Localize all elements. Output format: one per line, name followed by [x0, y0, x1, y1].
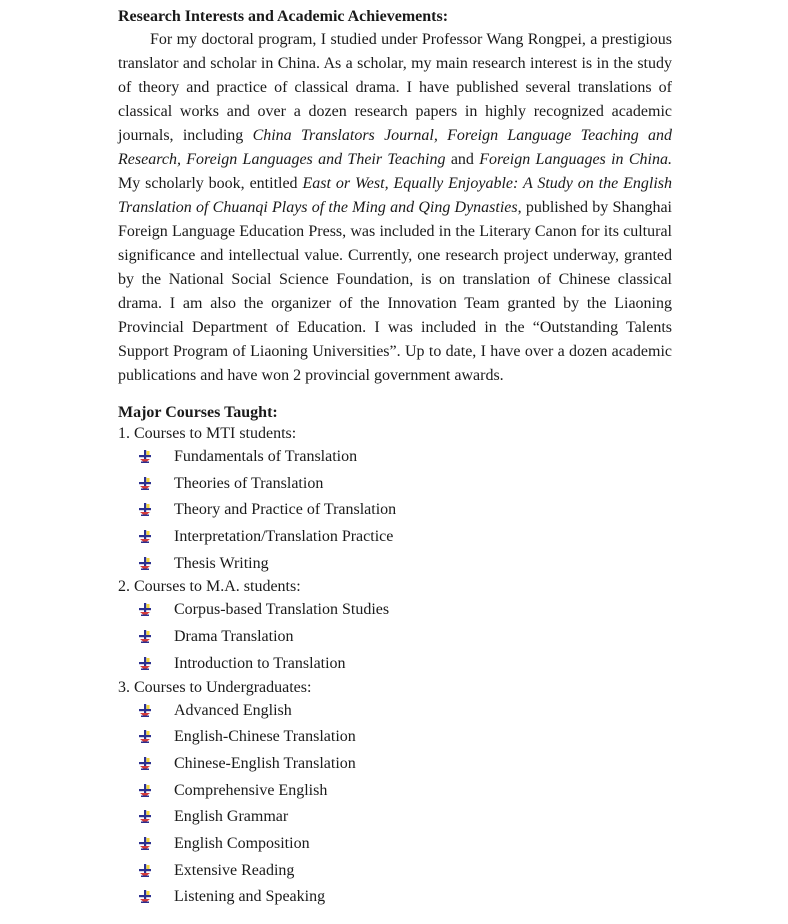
course-name: Fundamentals of Translation: [174, 448, 358, 465]
course-name: Chinese-English Translation: [174, 754, 356, 772]
course-list-item: [118, 444, 672, 471]
course-groups: [118, 424, 672, 911]
course-name: Interpretation/Translation Practice: [174, 528, 394, 546]
course-group-title: 1. Courses to MTI students:: [118, 425, 297, 442]
course-list-item: [118, 497, 672, 524]
arrow-down-bullet-icon: [138, 704, 152, 718]
arrow-down-bullet-icon: [138, 810, 152, 824]
course-list-item: [118, 551, 672, 578]
arrow-down-bullet-icon: [138, 530, 152, 544]
course-list-item: [118, 884, 672, 911]
course-list-item: [118, 751, 672, 778]
course-name: English Composition: [174, 834, 310, 852]
course-name: Comprehensive English: [174, 781, 328, 799]
document-page: [118, 6, 672, 911]
course-group-title: 3. Courses to Undergraduates:: [118, 678, 312, 696]
arrow-down-bullet-icon: [138, 784, 152, 798]
arrow-down-bullet-icon: [138, 477, 152, 491]
research-and: and: [445, 151, 480, 168]
course-name: Listening and Speaking: [174, 888, 326, 906]
arrow-down-bullet-icon: [138, 603, 152, 617]
book-title: East or West, Equally Enjoyable: A Study on the English Translation of Chuanqi Plays of the Ming and Qing Dynasties: [118, 175, 673, 216]
journals-list-1: China Translators Journal, Foreign Language Teaching and Research, Foreign Languages and Their Teaching: [118, 127, 673, 168]
course-list-item: [118, 624, 672, 651]
course-list-item: [118, 778, 672, 805]
course-name: Advanced English: [174, 701, 292, 719]
arrow-down-bullet-icon: [138, 450, 152, 464]
course-list: [118, 444, 672, 577]
course-list-item: [118, 524, 672, 551]
course-name: Drama Translation: [174, 628, 294, 646]
course-list-item: [118, 858, 672, 885]
course-name: Extensive Reading: [174, 861, 295, 879]
research-text-1: For my doctoral program, I studied under Professor Wang Rongpei, a prestigious translator and scholar in China. As a scholar, my main research interest is in the study of theory and practice of classical drama. I have published several translations of classical works and over a dozen research papers in highly recognized academic journals, including: [118, 31, 672, 144]
course-list-item: [118, 804, 672, 831]
courses-heading: Major Courses Taught:: [118, 404, 278, 421]
journals-list-2: Foreign Languages in China.: [479, 151, 672, 168]
course-list-item: [118, 724, 672, 751]
arrow-down-bullet-icon: [138, 557, 152, 571]
arrow-down-bullet-icon: [138, 837, 152, 851]
arrow-down-bullet-icon: [138, 864, 152, 878]
course-group-title: 2. Courses to M.A. students:: [118, 578, 301, 596]
course-name: Introduction to Translation: [174, 654, 346, 672]
course-list-item: [118, 651, 672, 678]
research-paragraph: [118, 28, 672, 388]
research-text-2: My scholarly book, entitled: [118, 175, 303, 192]
course-list-item: [118, 831, 672, 858]
course-name: English Grammar: [174, 808, 289, 826]
course-list: [118, 698, 672, 912]
research-text-3: , published by Shanghai Foreign Language Education Press, was included in the Literary Canon for its cultural significance and intellectual value. Currently, one research project underway, granted by the National Social Science Foundation, is on translation of Chinese classical drama. I am also the organizer of the Innovation Team granted by the Liaoning Provincial Department of Education. I was included in the “Outstanding Talents Support Program of Liaoning Universities”. Up to date, I have over a dozen academic publications and have won 2 provincial government awards.: [118, 199, 673, 384]
course-list: [118, 597, 672, 677]
arrow-down-bullet-icon: [138, 757, 152, 771]
course-list-item: [118, 597, 672, 624]
arrow-down-bullet-icon: [138, 657, 152, 671]
course-list-item: [118, 698, 672, 725]
arrow-down-bullet-icon: [138, 630, 152, 644]
arrow-down-bullet-icon: [138, 730, 152, 744]
course-name: Theories of Translation: [174, 474, 324, 492]
courses-section: [118, 402, 672, 911]
arrow-down-bullet-icon: [138, 503, 152, 517]
research-heading: Research Interests and Academic Achievements:: [118, 8, 449, 25]
course-name: Theory and Practice of Translation: [174, 501, 397, 519]
course-name: Corpus-based Translation Studies: [174, 601, 390, 619]
arrow-down-bullet-icon: [138, 890, 152, 904]
course-name: Thesis Writing: [174, 554, 269, 572]
course-name: English-Chinese Translation: [174, 728, 356, 746]
course-list-item: [118, 471, 672, 498]
